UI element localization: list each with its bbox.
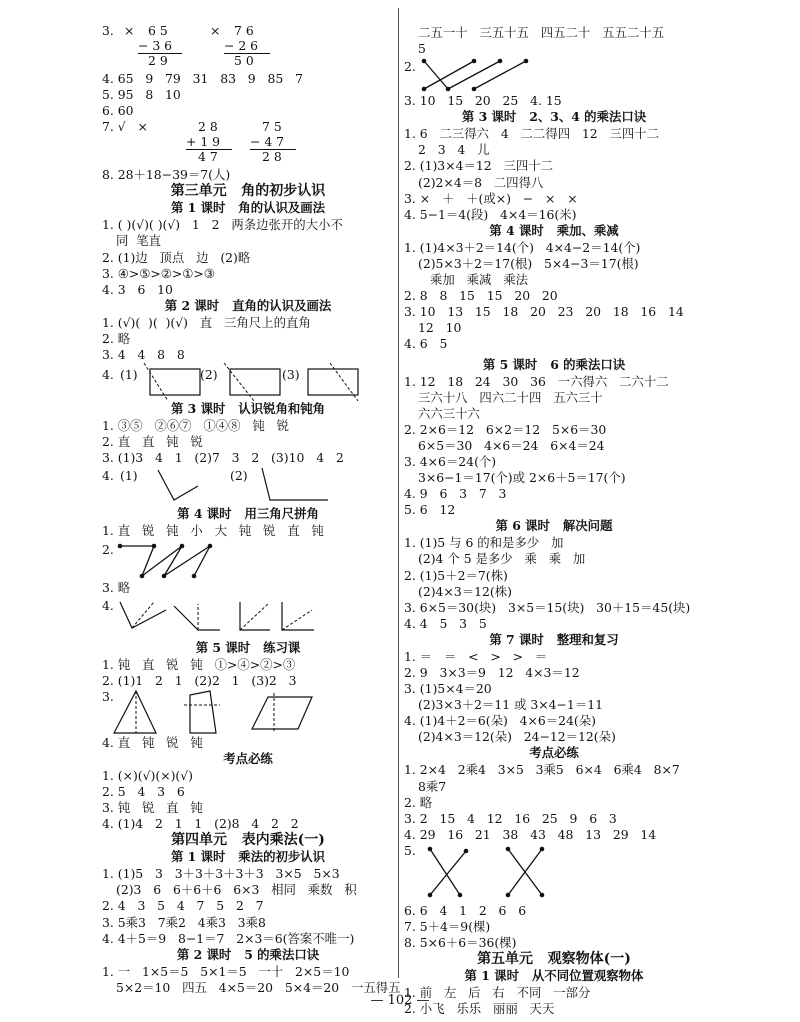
part-label: (1) [120, 468, 138, 484]
operand: 7 5 [262, 119, 282, 135]
answer-line: 3. 10 15 20 25 4. 15 [404, 93, 562, 109]
lesson-heading: 第 1 课时 从不同位置观察物体 [464, 968, 644, 984]
section-heading: 考点必练 [223, 750, 273, 766]
answer-line: 4. 29 16 21 38 43 48 13 29 14 [404, 826, 657, 842]
answer-line: 三六十八 四六二十四 五六三十 [418, 389, 603, 405]
answer-line: 6×5＝30 4×6＝24 6×4＝24 [418, 437, 605, 453]
answer-line: 2. 4 3 5 4 7 5 2 7 [102, 898, 264, 914]
answer-line: 1. 6 二三得六 4 二二得四 12 三四十二 [404, 126, 660, 142]
question-number: 3. [102, 23, 114, 38]
answer-line: 2. 9 3×3＝9 12 4×3＝12 [404, 665, 580, 680]
answer-line: 1. ③⑤ ②⑥⑦ ①④⑧ 钝 锐 [102, 418, 289, 434]
lesson-heading: 第 4 课时 用三角尺拼角 [177, 506, 319, 522]
lesson-heading: 第 1 课时 乘法的初步认识 [170, 849, 326, 865]
answer-line: 乘加 乘减 乘法 [430, 272, 528, 288]
part-label: (1) [120, 367, 138, 383]
part-label: (3) [282, 367, 300, 383]
answer-line: 1. 钝 直 锐 钝 ①>④>②>③ [102, 656, 296, 672]
vertical-subtraction-q3 [102, 23, 394, 71]
shape-cut-figure [102, 689, 394, 735]
lesson-heading: 第 6 课时 解决问题 [495, 518, 613, 534]
shape-diagram [102, 689, 394, 735]
answer-line: 3. 4 4 8 8 [102, 347, 185, 363]
answer-line: 1. (×)(√)(×)(√) [102, 767, 193, 783]
rectangle-figures [102, 363, 394, 401]
answer-line: (2)4 个 5 是多少 乘 乘 加 [418, 551, 586, 567]
question-number: 4. [102, 468, 114, 484]
result: 2 8 [262, 149, 282, 165]
lesson-heading: 第 3 课时 2、3、4 的乘法口诀 [461, 109, 647, 125]
answer-line: 4. 4 5 3 5 [404, 615, 487, 631]
result: 5 0 [234, 53, 254, 68]
answer-line: 3. (1)5×4＝20 [404, 681, 492, 697]
answer-line: 12 10 [418, 320, 462, 336]
answer-line: 4. 3 6 10 [102, 281, 173, 297]
answer-line: 3. (1)3 4 1 (2)7 3 2 (3)10 4 2 [102, 450, 344, 466]
answer-line: 6. 6 4 1 2 6 6 [404, 902, 527, 918]
operand: − 4 7 [250, 134, 285, 150]
unit-heading: 第四单元 表内乘法(一) [171, 832, 325, 849]
answer-line: (2)2×4＝8 二四得八 [418, 174, 544, 190]
dot-line-diagram [102, 540, 394, 580]
answer-line: (2)5×3＋2＝17(根) 5×4−3＝17(根) [418, 255, 639, 271]
answer-line: 1. (1)5 与 6 的和是多少 加 [404, 535, 564, 551]
question-number: 2. [404, 59, 416, 75]
match-lines-figure [404, 57, 704, 93]
answer-line: 4. 65 9 79 31 83 9 85 7 [102, 71, 303, 86]
answer-line: 1. 一 1×5＝5 5×1＝5 一十 2×5＝10 [102, 963, 350, 979]
answer-line: 3. ④>⑤>②>①>③ [102, 265, 215, 281]
cross-mark: × [124, 23, 135, 38]
answer-line: 3. 略 [102, 579, 131, 595]
answer-line: 5. 95 8 10 [102, 87, 181, 103]
part-label: (2) [200, 367, 218, 383]
answer-line: 3. 4×6＝24(个) [404, 453, 497, 469]
answer-line: 3×6−1＝17(个)或 2×6＋5＝17(个) [418, 470, 626, 486]
answer-line: (2)3 6 6＋6＋6 6×3 相同 乘数 积 [116, 882, 357, 898]
answer-line: 1. 前 左 后 右 不同 一部分 [404, 985, 591, 1001]
triangle-ruler-figure [102, 596, 394, 636]
cross-line-diagram [404, 843, 704, 903]
answer-line: 1. 2×4 2乘4 3×5 3乘5 6×4 6乘4 8×7 [404, 762, 680, 778]
angle-figures [102, 466, 394, 506]
answer-line: 3. 10 13 15 18 20 23 20 18 16 14 [404, 304, 684, 320]
answer-line: 5. 6 12 [404, 502, 456, 518]
answer-line: 2. 5 4 3 6 [102, 783, 185, 799]
answer-line: 3. 钝 锐 直 钝 [102, 800, 203, 816]
answer-line: 同 笔直 [116, 233, 162, 249]
answer-line: 6. 60 [102, 103, 134, 119]
unit-heading: 第三单元 角的初步认识 [170, 183, 326, 200]
answer-line: 3. 6×5＝30(块) 3×5＝15(块) 30＋15＝45(块) [404, 599, 691, 615]
answer-line: 2. (1)边 顶点 边 (2)略 [102, 249, 251, 265]
result: 2 9 [148, 53, 168, 68]
answer-line: 4. (1)4 2 1 1 (2)8 4 2 2 [102, 816, 299, 832]
answer-line: 2. 小飞 乐乐 丽丽 天天 [404, 1001, 555, 1017]
answer-line: 1. ( )(√)( )(√) 1 2 两条边张开的大小不 [102, 217, 343, 233]
operand: + 1 9 [186, 134, 221, 150]
question-number: 3. [102, 688, 114, 704]
answer-line: 8. 28＋18−39＝7(人) [102, 167, 231, 183]
answer-line: 1. ＝ ＝ < > > ＝ [404, 648, 548, 664]
rectangle-diagram [102, 363, 394, 401]
right-column [404, 0, 704, 1017]
answer-line: (2)4×3＝12(朵) 24−12＝12(朵) [418, 729, 616, 745]
column-divider [398, 8, 399, 978]
operand: − 2 6 [224, 38, 259, 53]
answer-line: 2. (1)5＋2＝7(株) [404, 567, 508, 583]
answer-line: 1. 12 18 24 30 36 一六得六 二六十二 [404, 373, 669, 389]
answer-line: 4. 6 5 [404, 336, 448, 352]
answer-line: 8乘7 [418, 778, 447, 794]
answer-line: 2. (1)1 2 1 (2)2 1 (3)2 3 [102, 672, 297, 688]
lesson-heading: 第 1 课时 角的认识及画法 [170, 200, 326, 216]
answer-line: (2)3×3＋2＝11 或 3×4−1＝11 [418, 697, 603, 713]
answer-line: 二五一十 三五十五 四五二十 五五二十五 [418, 25, 665, 40]
lesson-heading: 第 5 课时 6 的乘法口诀 [482, 356, 626, 372]
operand: − 3 6 [138, 38, 173, 53]
answer-line: 3. 5乘3 7乘2 4乘3 3乘8 [102, 914, 266, 930]
operand: 6 5 [148, 23, 168, 38]
cross-mark: × [210, 23, 221, 38]
match-line-diagram [404, 57, 704, 93]
answer-line: 4. 4＋5＝9 8−1＝7 2×3＝6(答案不唯一) [102, 930, 355, 946]
answer-line: 2. 略 [404, 794, 433, 810]
result: 4 7 [198, 149, 218, 165]
operand: 7 6 [234, 23, 254, 38]
page-number: — 102 — [370, 993, 430, 1008]
answer-line: 4. 5−1＝4(段) 4×4＝16(米) [404, 206, 577, 222]
part-label: (2) [230, 468, 248, 484]
answer-line: 2. 8 8 15 15 20 20 [404, 288, 558, 304]
answer-line: 8. 5×6＋6＝36(棵) [404, 935, 517, 951]
lesson-heading: 第 3 课时 认识锐角和钝角 [170, 401, 326, 417]
angle-diagram [102, 466, 394, 506]
answer-line: 5×2＝10 四五 4×5＝20 5×4＝20 一五得五 [116, 979, 401, 995]
left-column [102, 0, 401, 996]
answer-line: 2. 直 直 钝 锐 [102, 434, 203, 450]
lesson-heading: 第 2 课时 5 的乘法口诀 [176, 946, 320, 962]
operand: 2 8 [198, 119, 218, 135]
ruler-angle-diagram [102, 596, 394, 636]
answer-line: 1. (1)4×3＋2＝14(个) 4×4−2＝14(个) [404, 239, 641, 255]
question-number: 2. [102, 541, 114, 557]
answer-line: 4. 9 6 3 7 3 [404, 486, 507, 502]
vertical-calc-q7 [102, 119, 394, 167]
answer-line: 3. × ＋ ＋(或×) − × × [404, 190, 578, 206]
answer-line: 六六三十六 [418, 405, 480, 421]
lesson-heading: 第 5 课时 练习课 [195, 639, 301, 655]
answer-line: (2)4×3＝12(株) [418, 583, 512, 599]
answer-line: 4. (1)4＋2＝6(朵) 4×6＝24(朵) [404, 713, 596, 729]
answer-line: 5 [418, 41, 426, 57]
dot-lines-figure [102, 540, 394, 580]
lesson-heading: 第 2 课时 直角的认识及画法 [164, 297, 332, 313]
question-number: 4. [102, 367, 114, 383]
question-number: 5. [404, 842, 416, 858]
answer-line: 4. 直 钝 锐 钝 [102, 734, 203, 750]
lesson-heading: 第 4 课时 乘加、乘减 [489, 222, 619, 238]
question-number: 4. [102, 597, 114, 613]
answer-line: 3. 2 15 4 12 16 25 9 6 3 [404, 810, 617, 826]
answer-line: 2. 2×6＝12 6×2＝12 5×6＝30 [404, 421, 607, 437]
answer-line: 1. 直 锐 钝 小 大 钝 锐 直 钝 [102, 523, 324, 539]
question-number: 7. √ × [102, 119, 148, 135]
lesson-heading: 第 7 课时 整理和复习 [489, 631, 619, 647]
cross-lines-figure [404, 843, 704, 903]
answer-line: 2. (1)3×4＝12 三四十二 [404, 158, 553, 174]
answer-line: 1. (√)( )( )(√) 直 三角尺上的直角 [102, 314, 311, 330]
unit-heading: 第五单元 观察物体(一) [477, 951, 631, 968]
answer-line: 2. 略 [102, 330, 131, 346]
section-heading: 考点必练 [529, 745, 579, 761]
answer-line: 1. (1)5 3 3＋3＋3＋3＋3 3×5 5×3 [102, 866, 340, 882]
answer-line: 7. 5＋4＝9(棵) [404, 919, 491, 935]
answer-line: 2 3 4 儿 [418, 142, 490, 158]
